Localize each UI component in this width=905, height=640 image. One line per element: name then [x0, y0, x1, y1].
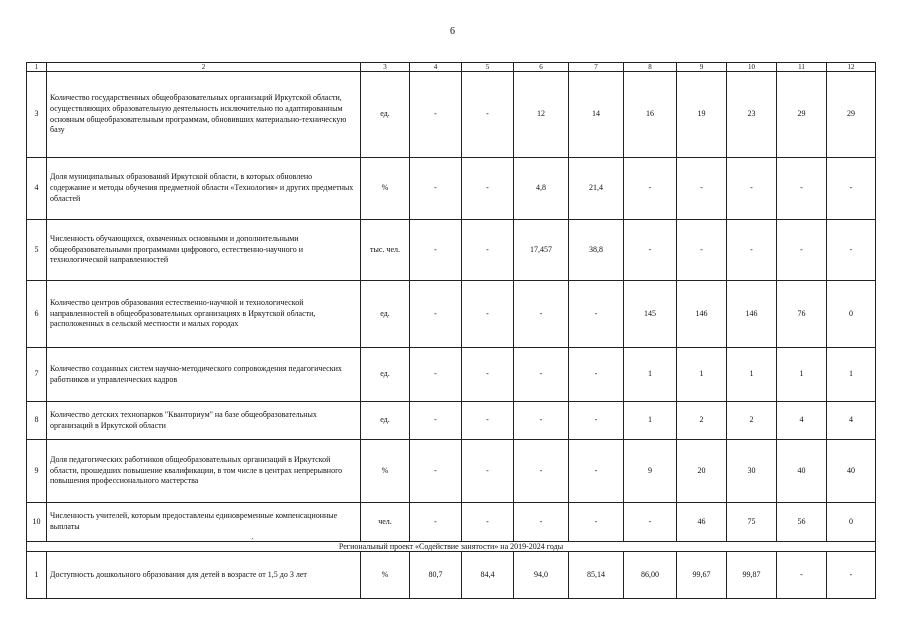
column-header: 10	[727, 63, 777, 72]
value-cell: 1	[624, 348, 677, 402]
value-cell: -	[569, 503, 624, 542]
value-cell: 21,4	[569, 158, 624, 220]
value-cell: -	[514, 503, 569, 542]
indicator-name: Количество центров образования естественно-научной и технологической направленностей в общеобразовательных организациях в Иркутской области, расположенных в сельской местности и малых городах	[47, 281, 361, 348]
value-cell: -	[827, 220, 876, 281]
value-cell: -	[677, 220, 727, 281]
value-cell: -	[727, 158, 777, 220]
value-cell: 94,0	[514, 552, 569, 599]
table-row	[27, 402, 876, 440]
indicator-name: Количество детских технопарков "Кванториум" на базе общеобразовательных организаций в Иркутской области	[47, 402, 361, 440]
value-cell: -	[777, 158, 827, 220]
column-header: 6	[514, 63, 569, 72]
value-cell: -	[462, 348, 514, 402]
unit-cell: %	[361, 158, 410, 220]
value-cell: -	[624, 220, 677, 281]
value-cell: 146	[677, 281, 727, 348]
column-header: 7	[569, 63, 624, 72]
value-cell: 76	[777, 281, 827, 348]
unit-cell: ед.	[361, 402, 410, 440]
value-cell: -	[624, 158, 677, 220]
value-cell: 2	[677, 402, 727, 440]
unit-cell: тыс. чел.	[361, 220, 410, 281]
page-number: 6	[450, 26, 455, 37]
indicator-name: Доля муниципальных образований Иркутской области, в которых обновлено содержание и методы обучения предметной области «Технология» и других предметных областей	[47, 158, 361, 220]
value-cell: 1	[827, 348, 876, 402]
table-row	[27, 348, 876, 402]
row-number: 5	[27, 220, 47, 281]
table-row	[27, 158, 876, 220]
unit-cell: %	[361, 440, 410, 503]
indicator-name: Доля педагогических работников общеобразовательных организаций в Иркутской области, прошедших повышение квалификации, в том числе в центрах непрерывного повышения профессионального мастерства	[47, 440, 361, 503]
value-cell: -	[410, 440, 462, 503]
value-cell: 0	[827, 281, 876, 348]
value-cell: 4	[827, 402, 876, 440]
value-cell: 29	[827, 72, 876, 158]
value-cell: 86,00	[624, 552, 677, 599]
value-cell: 4,8	[514, 158, 569, 220]
value-cell: 46	[677, 503, 727, 542]
table-row	[27, 220, 876, 281]
value-cell: 2	[727, 402, 777, 440]
value-cell: 17,457	[514, 220, 569, 281]
value-cell: 38,8	[569, 220, 624, 281]
unit-cell: %	[361, 552, 410, 599]
value-cell: -	[777, 552, 827, 599]
row-number: 4	[27, 158, 47, 220]
table-row	[27, 552, 876, 599]
indicators-table	[26, 62, 876, 599]
row-number: 6	[27, 281, 47, 348]
column-header: 1	[27, 63, 47, 72]
value-cell: -	[514, 281, 569, 348]
value-cell: 19	[677, 72, 727, 158]
value-cell: -	[514, 440, 569, 503]
value-cell: 85,14	[569, 552, 624, 599]
value-cell: 20	[677, 440, 727, 503]
value-cell: 145	[624, 281, 677, 348]
value-cell: -	[677, 158, 727, 220]
indicator-name: Численность учителей, которым предоставлены единовременные компенсационные выплаты	[47, 503, 361, 542]
value-cell: -	[462, 158, 514, 220]
value-cell: -	[410, 402, 462, 440]
column-header: 2	[47, 63, 361, 72]
value-cell: 80,7	[410, 552, 462, 599]
row-number: 1	[27, 552, 47, 599]
value-cell: -	[410, 281, 462, 348]
value-cell: -	[462, 440, 514, 503]
value-cell: 146	[727, 281, 777, 348]
header-row	[27, 63, 876, 72]
row-number: 3	[27, 72, 47, 158]
value-cell: -	[462, 402, 514, 440]
value-cell: -	[462, 220, 514, 281]
value-cell: 29	[777, 72, 827, 158]
value-cell: 56	[777, 503, 827, 542]
value-cell: 4	[777, 402, 827, 440]
value-cell: -	[410, 158, 462, 220]
value-cell: 12	[514, 72, 569, 158]
value-cell: 9	[624, 440, 677, 503]
indicator-name: Численность обучающихся, охваченных основными и дополнительными общеобразовательными программами цифрового, естественно-научного и технологической направленностей	[47, 220, 361, 281]
value-cell: -	[462, 281, 514, 348]
unit-cell: ед.	[361, 281, 410, 348]
value-cell: -	[410, 220, 462, 281]
value-cell: -	[569, 440, 624, 503]
value-cell: 30	[727, 440, 777, 503]
column-header: 4	[410, 63, 462, 72]
value-cell: -	[777, 220, 827, 281]
value-cell: 1	[727, 348, 777, 402]
value-cell: -	[727, 220, 777, 281]
column-header: 11	[777, 63, 827, 72]
column-header: 9	[677, 63, 727, 72]
value-cell: -	[569, 281, 624, 348]
table-row	[27, 440, 876, 503]
unit-cell: чел.	[361, 503, 410, 542]
value-cell: 1	[624, 402, 677, 440]
unit-cell: ед.	[361, 72, 410, 158]
value-cell: 40	[777, 440, 827, 503]
value-cell: -	[624, 503, 677, 542]
column-header: 3	[361, 63, 410, 72]
value-cell: 14	[569, 72, 624, 158]
table-row	[27, 72, 876, 158]
value-cell: -	[462, 503, 514, 542]
indicator-name: Доступность дошкольного образования для детей в возрасте от 1,5 до 3 лет	[47, 552, 361, 599]
value-cell: -	[514, 402, 569, 440]
value-cell: 23	[727, 72, 777, 158]
indicator-name: Количество государственных общеобразовательных организаций Иркутской области, осуществляющих образовательную деятельность исключительно по адаптированным основным общеобразовательным программам, обновивших материально-техническую базу	[47, 72, 361, 158]
value-cell: -	[410, 503, 462, 542]
section-title: Региональный проект «Содействие занятости» на 2019-2024 годы	[27, 542, 876, 552]
column-header: 8	[624, 63, 677, 72]
value-cell: -	[410, 72, 462, 158]
row-number: 10	[27, 503, 47, 542]
value-cell: 40	[827, 440, 876, 503]
row-number: 9	[27, 440, 47, 503]
value-cell: 16	[624, 72, 677, 158]
value-cell: -	[410, 348, 462, 402]
row-number: 8	[27, 402, 47, 440]
value-cell: -	[827, 158, 876, 220]
row-number: 7	[27, 348, 47, 402]
value-cell: 75	[727, 503, 777, 542]
indicator-name: Количество созданных систем научно-методического сопровождения педагогических работников и управленческих кадров	[47, 348, 361, 402]
scan-mark: ˊ	[251, 537, 254, 546]
section-header-row	[27, 542, 876, 552]
unit-cell: ед.	[361, 348, 410, 402]
value-cell: 0	[827, 503, 876, 542]
value-cell: 99,67	[677, 552, 727, 599]
column-header: 5	[462, 63, 514, 72]
value-cell: 1	[677, 348, 727, 402]
value-cell: -	[569, 348, 624, 402]
value-cell: -	[827, 552, 876, 599]
value-cell: -	[514, 348, 569, 402]
value-cell: 1	[777, 348, 827, 402]
value-cell: 84,4	[462, 552, 514, 599]
column-header: 12	[827, 63, 876, 72]
value-cell: 99,87	[727, 552, 777, 599]
table-row	[27, 503, 876, 542]
value-cell: -	[462, 72, 514, 158]
table-row	[27, 281, 876, 348]
value-cell: -	[569, 402, 624, 440]
